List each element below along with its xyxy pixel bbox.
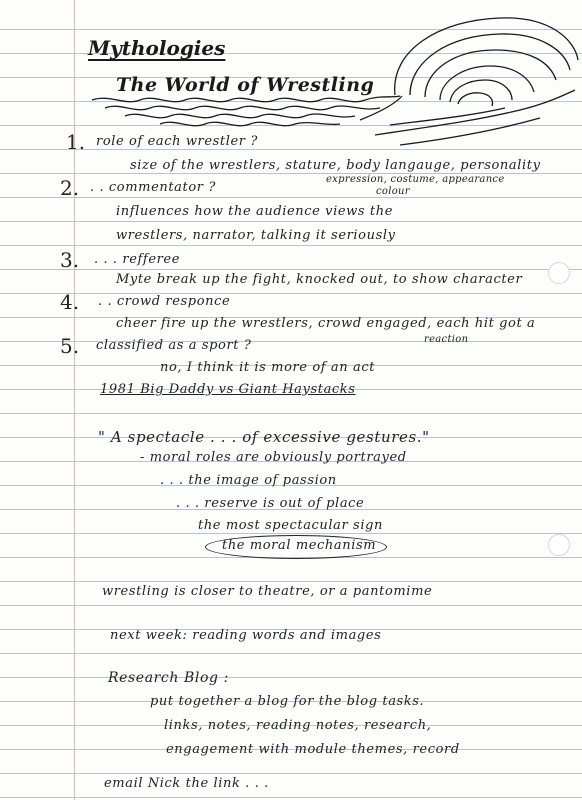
page-subtitle: The World of Wrestling [116, 74, 375, 96]
item-number: 1. [66, 130, 86, 154]
item-text: role of each wrestler ? [96, 134, 258, 149]
note-line: influences how the audience views the [116, 204, 393, 219]
item-number: 5. [60, 334, 80, 358]
item-text: . . commentator ? [90, 180, 216, 195]
note-line: colour [376, 186, 410, 197]
note-line: expression, costume, appearance [326, 174, 505, 185]
quote-point: . . . reserve is out of place [176, 496, 365, 511]
note-line: wrestlers, narrator, talking it seriously [116, 228, 396, 243]
research-heading: Research Blog : [108, 670, 229, 686]
research-line: links, notes, reading notes, research, [164, 718, 432, 733]
note-line: cheer fire up the wrestlers, crowd engaged, each hit got a [116, 316, 536, 331]
circled-text: the moral mechanism [222, 538, 377, 553]
note-line: reaction [424, 334, 469, 345]
next-week-line: next week: reading words and images [110, 628, 382, 643]
note-line: no, I think it is more of an act [160, 360, 376, 375]
quote-heading: " A spectacle . . . of excessive gestures." [98, 428, 430, 446]
email-line: email Nick the link . . . [104, 776, 269, 791]
item-text: classified as a sport ? [96, 338, 252, 353]
theatre-line: wrestling is closer to theatre, or a pantomime [102, 584, 433, 599]
match-line: 1981 Big Daddy vs Giant Haystacks [100, 382, 356, 397]
research-line: engagement with module themes, record [166, 742, 460, 757]
item-number: 3. [60, 248, 80, 272]
note-line: Myte break up the fight, knocked out, to show character [116, 272, 523, 287]
quote-point: . . . the image of passion [160, 473, 337, 488]
quote-point: - moral roles are obviously portrayed [140, 450, 407, 465]
research-line: put together a blog for the blog tasks. [150, 694, 425, 709]
page-title: Mythologies [88, 36, 226, 60]
item-number: 4. [60, 290, 80, 314]
quote-point: the most spectacular sign [198, 518, 383, 533]
item-text: . . . refferee [94, 252, 181, 267]
item-number: 2. [60, 176, 80, 200]
note-line: size of the wrestlers, stature, body langauge, personality [130, 158, 541, 173]
item-text: . . crowd responce [98, 294, 231, 309]
